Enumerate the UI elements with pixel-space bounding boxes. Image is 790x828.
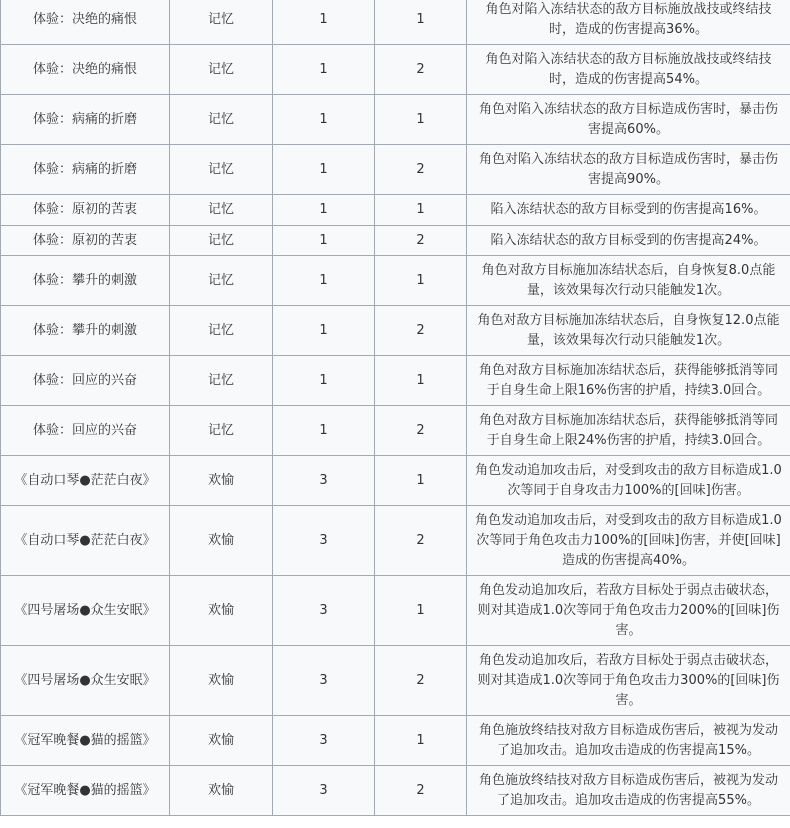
blessing-name: 《自动口琴●茫茫白夜》 — [1, 506, 170, 576]
table-body — [1, 0, 790, 816]
blessing-rarity: 3 — [273, 506, 375, 576]
table-row — [1, 195, 790, 226]
blessing-name: 体验：原初的苦衷 — [1, 226, 170, 256]
blessing-rarity: 1 — [273, 0, 375, 45]
blessing-effect: 角色发动追加攻后，若敌方目标处于弱点击破状态，则对其造成1.0次等同于角色攻击力300%的[回味]伤害。 — [467, 646, 790, 716]
blessing-rarity: 1 — [273, 45, 375, 95]
blessing-effect: 角色发动追加攻击后，对受到攻击的敌方目标造成1.0次等同于角色攻击力100%的[回味]伤害，并使[回味]造成的伤害提高40%。 — [467, 506, 790, 576]
blessing-rarity: 1 — [273, 195, 375, 226]
blessing-effect: 角色对陷入冻结状态的敌方目标造成伤害时，暴击伤害提高90%。 — [467, 145, 790, 195]
blessing-name: 体验：攀升的刺激 — [1, 256, 170, 306]
table-row — [1, 306, 790, 356]
blessing-effect: 角色对陷入冻结状态的敌方目标施放战技或终结技时，造成的伤害提高54%。 — [467, 45, 790, 95]
blessing-level: 1 — [375, 256, 467, 306]
blessing-name: 体验：决绝的痛恨 — [1, 45, 170, 95]
blessing-name: 《四号屠场●众生安眠》 — [1, 646, 170, 716]
blessing-name: 体验：回应的兴奋 — [1, 356, 170, 406]
blessing-rarity: 1 — [273, 226, 375, 256]
blessing-rarity: 3 — [273, 646, 375, 716]
blessing-rarity: 1 — [273, 406, 375, 456]
blessing-rarity: 1 — [273, 145, 375, 195]
table-row — [1, 256, 790, 306]
blessing-effect: 角色对陷入冻结状态的敌方目标造成伤害时，暴击伤害提高60%。 — [467, 95, 790, 145]
blessing-effect: 角色施放终结技对敌方目标造成伤害后，被视为发动了追加攻击。追加攻击造成的伤害提高55%。 — [467, 766, 790, 816]
blessing-effect: 角色发动追加攻后，若敌方目标处于弱点击破状态，则对其造成1.0次等同于角色攻击力200%的[回味]伤害。 — [467, 576, 790, 646]
blessing-name: 《冠军晚餐●猫的摇篮》 — [1, 766, 170, 816]
blessing-effect: 陷入冻结状态的敌方目标受到的伤害提高24%。 — [467, 226, 790, 256]
blessing-rarity: 1 — [273, 95, 375, 145]
table-row — [1, 145, 790, 195]
blessing-level: 1 — [375, 195, 467, 226]
blessing-name: 体验：病痛的折磨 — [1, 95, 170, 145]
table-row — [1, 0, 790, 45]
table-row — [1, 226, 790, 256]
blessing-name: 体验：病痛的折磨 — [1, 145, 170, 195]
table-row — [1, 766, 790, 816]
blessing-rarity: 1 — [273, 306, 375, 356]
blessing-level: 2 — [375, 306, 467, 356]
blessing-path: 记忆 — [170, 406, 273, 456]
table-row — [1, 456, 790, 506]
blessing-path: 记忆 — [170, 45, 273, 95]
blessing-name: 体验：回应的兴奋 — [1, 406, 170, 456]
blessing-effect: 角色对敌方目标施加冻结状态后，获得能够抵消等同于自身生命上限24%伤害的护盾，持续3.0回合。 — [467, 406, 790, 456]
blessing-effect: 角色对敌方目标施加冻结状态后，自身恢复12.0点能量，该效果每次行动只能触发1次。 — [467, 306, 790, 356]
table-row — [1, 45, 790, 95]
blessing-path: 记忆 — [170, 0, 273, 45]
blessing-effect: 角色对陷入冻结状态的敌方目标施放战技或终结技时，造成的伤害提高36%。 — [467, 0, 790, 45]
blessing-name: 体验：原初的苦衷 — [1, 195, 170, 226]
blessing-path: 欢愉 — [170, 646, 273, 716]
blessing-level: 2 — [375, 766, 467, 816]
blessing-level: 1 — [375, 716, 467, 766]
blessing-level: 2 — [375, 45, 467, 95]
blessing-path: 记忆 — [170, 145, 273, 195]
blessing-level: 1 — [375, 356, 467, 406]
blessing-effect: 陷入冻结状态的敌方目标受到的伤害提高16%。 — [467, 195, 790, 226]
blessing-level: 1 — [375, 456, 467, 506]
blessing-path: 欢愉 — [170, 456, 273, 506]
blessing-path: 记忆 — [170, 95, 273, 145]
table-row — [1, 646, 790, 716]
blessing-level: 2 — [375, 145, 467, 195]
blessing-path: 欢愉 — [170, 766, 273, 816]
blessing-path: 记忆 — [170, 226, 273, 256]
table-row — [1, 506, 790, 576]
blessing-path: 记忆 — [170, 195, 273, 226]
blessing-level: 2 — [375, 406, 467, 456]
blessing-name: 《冠军晚餐●猫的摇篮》 — [1, 716, 170, 766]
blessing-level: 1 — [375, 576, 467, 646]
table-row — [1, 356, 790, 406]
blessing-rarity: 3 — [273, 576, 375, 646]
blessing-path: 记忆 — [170, 306, 273, 356]
blessing-level: 2 — [375, 226, 467, 256]
blessing-name: 体验：决绝的痛恨 — [1, 0, 170, 45]
blessing-level: 1 — [375, 95, 467, 145]
blessing-effect: 角色对敌方目标施加冻结状态后，获得能够抵消等同于自身生命上限16%伤害的护盾，持续3.0回合。 — [467, 356, 790, 406]
blessing-path: 记忆 — [170, 256, 273, 306]
table-row — [1, 95, 790, 145]
blessing-effect: 角色发动追加攻击后，对受到攻击的敌方目标造成1.0次等同于自身攻击力100%的[回味]伤害。 — [467, 456, 790, 506]
table-row — [1, 716, 790, 766]
table-row — [1, 576, 790, 646]
blessing-effect: 角色对敌方目标施加冻结状态后，自身恢复8.0点能量，该效果每次行动只能触发1次。 — [467, 256, 790, 306]
blessing-path: 欢愉 — [170, 506, 273, 576]
blessing-name: 《自动口琴●茫茫白夜》 — [1, 456, 170, 506]
blessing-rarity: 1 — [273, 356, 375, 406]
table-row — [1, 406, 790, 456]
blessing-rarity: 3 — [273, 456, 375, 506]
blessing-path: 记忆 — [170, 356, 273, 406]
blessing-name: 《四号屠场●众生安眠》 — [1, 576, 170, 646]
blessing-level: 2 — [375, 506, 467, 576]
blessing-path: 欢愉 — [170, 716, 273, 766]
blessing-rarity: 1 — [273, 256, 375, 306]
blessing-effect: 角色施放终结技对敌方目标造成伤害后，被视为发动了追加攻击。追加攻击造成的伤害提高15%。 — [467, 716, 790, 766]
blessing-level: 2 — [375, 646, 467, 716]
blessing-rarity: 3 — [273, 766, 375, 816]
blessing-level: 1 — [375, 0, 467, 45]
blessing-rarity: 3 — [273, 716, 375, 766]
blessing-name: 体验：攀升的刺激 — [1, 306, 170, 356]
blessing-path: 欢愉 — [170, 576, 273, 646]
